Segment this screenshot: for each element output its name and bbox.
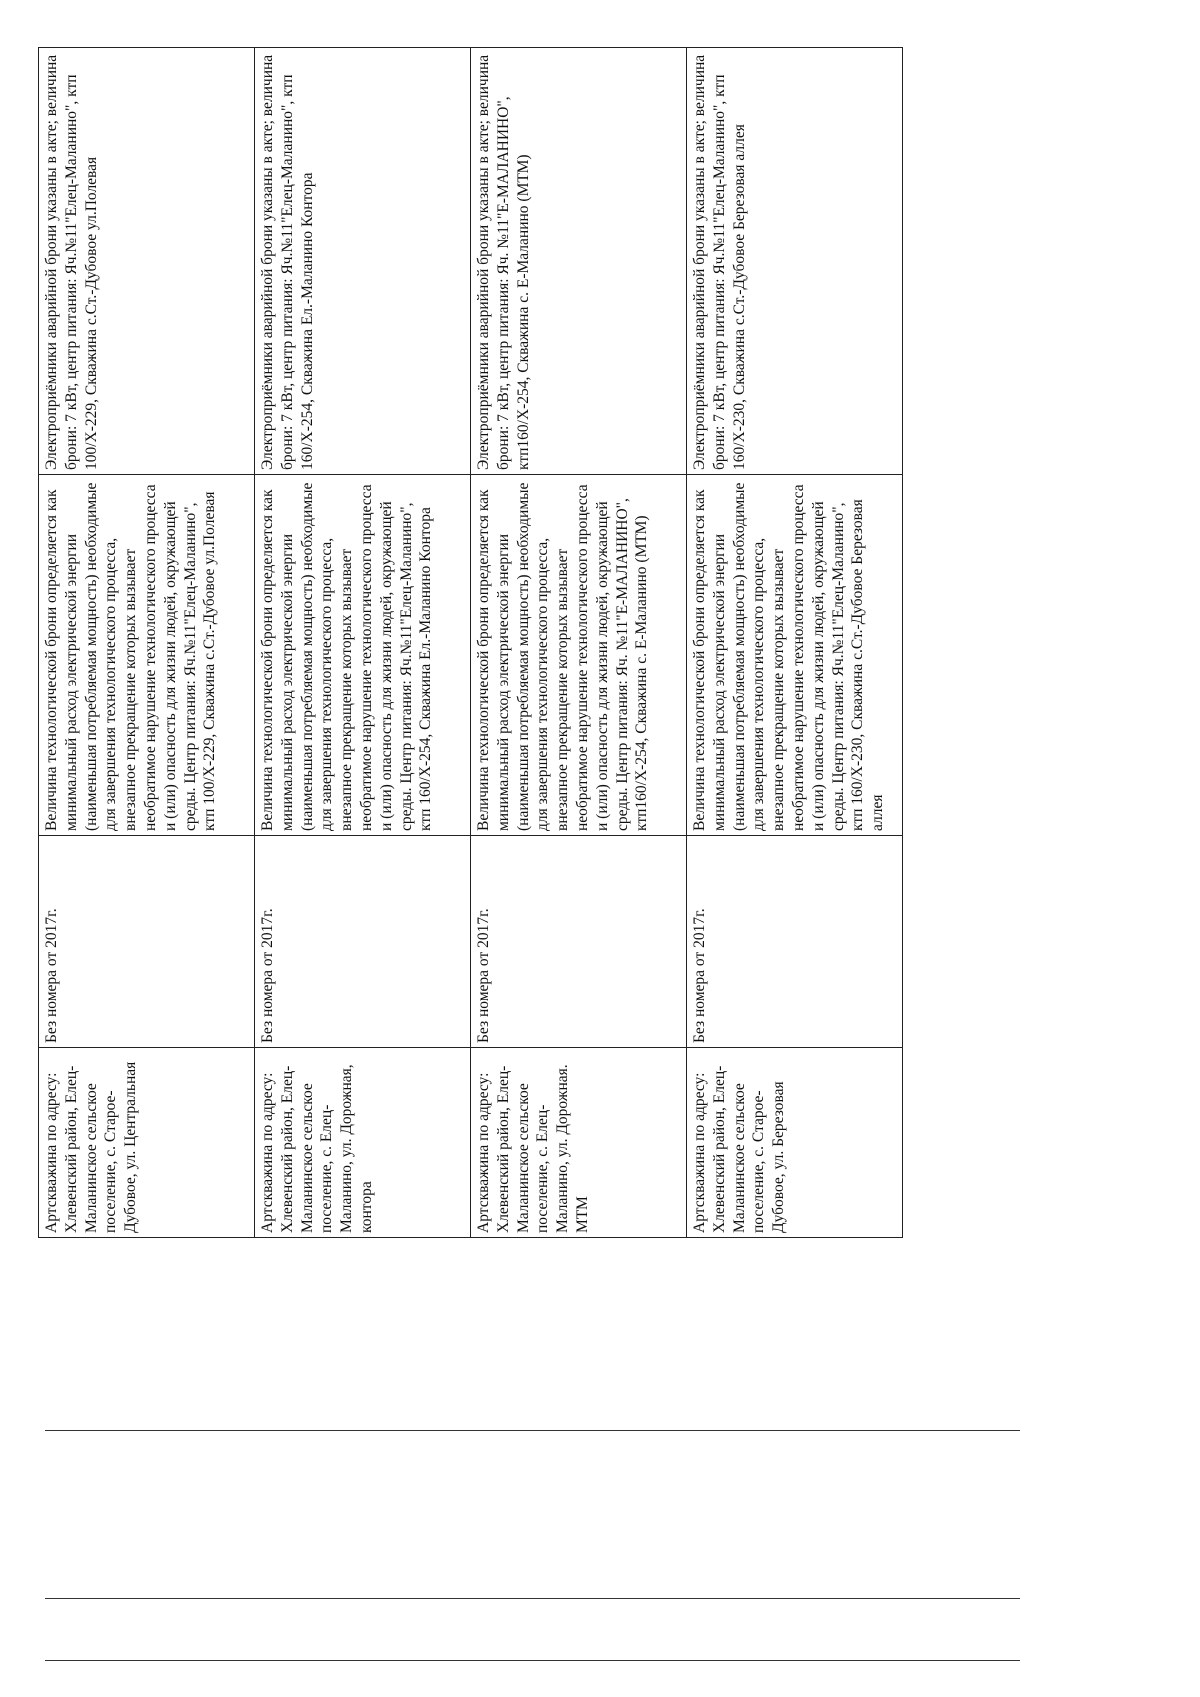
cell-act: Без номера от 2017г. bbox=[39, 836, 255, 1048]
cell-tech-reserve: Величина технологической брони определяется как минимальный расход электрической энергии (наименьшая потребляемая мощность) необходимые для завершения технологического процесса, внезапное прекращение которых вызывает необратимое нарушение технологического процесса и (или) опасность для жизни людей, окружающей среды. Центр питания: Яч. №11"Е-МАЛАНИНО", ктп160/Х-254, Скважина с. Е-Маланино (МТМ) bbox=[471, 475, 687, 836]
cell-address: Артскважина по адресу: Хлевенский район, Елец-Маланинское сельское поселение, с. Старое-Дубовое, ул. Центральная bbox=[39, 1048, 255, 1238]
horizontal-rule bbox=[45, 1598, 1020, 1599]
cell-address: Артскважина по адресу: Хлевенский район, Елец-Маланинское сельское поселение, с. Старое-Дубовое, ул. Березовая bbox=[687, 1048, 903, 1238]
cell-emergency-reserve: Электроприёмники аварийной брони указаны в акте; величина брони: 7 кВт, центр питания: Яч.№11"Елец-Маланино", ктп 100/Х-229, Скважина с.Ст.-Дубовое ул.Полевая bbox=[39, 48, 255, 475]
cell-act: Без номера от 2017г. bbox=[471, 836, 687, 1048]
cell-tech-reserve: Величина технологической брони определяется как минимальный расход электрической энергии (наименьшая потребляемая мощность) необходимые для завершения технологического процесса, внезапное прекращение которых вызывает необратимое нарушение технологического процесса и (или) опасность для жизни людей, окружающей среды. Центр питания: Яч.№11"Елец-Маланино", ктп 160/Х-230, Скважина с.Ст.-Дубовое Березовая аллея bbox=[687, 475, 903, 836]
cell-tech-reserve: Величина технологической брони определяется как минимальный расход электрической энергии (наименьшая потребляемая мощность) необходимые для завершения технологического процесса, внезапное прекращение которых вызывает необратимое нарушение технологического процесса и (или) опасность для жизни людей, окружающей среды. Центр питания: Яч.№11"Елец-Маланино", ктп 100/Х-229, Скважина с.Ст.-Дубовое ул.Полевая bbox=[39, 475, 255, 836]
table-row bbox=[39, 48, 255, 1238]
horizontal-rule bbox=[45, 1660, 1020, 1661]
cell-act: Без номера от 2017г. bbox=[255, 836, 471, 1048]
table-row bbox=[471, 48, 687, 1238]
horizontal-rule bbox=[45, 1430, 1020, 1431]
table-row bbox=[255, 48, 471, 1238]
cell-tech-reserve: Величина технологической брони определяется как минимальный расход электрической энергии (наименьшая потребляемая мощность) необходимые для завершения технологического процесса, внезапное прекращение которых вызывает необратимое нарушение технологического процесса и (или) опасность для жизни людей, окружающей среды. Центр питания: Яч.№11"Елец-Маланино", ктп 160/Х-254, Скважина Ел.-Маланино Контора bbox=[255, 475, 471, 836]
cell-emergency-reserve: Электроприёмники аварийной брони указаны в акте; величина брони: 7 кВт, центр питания: Яч. №11"Е-МАЛАНИНО", ктп160/Х-254, Скважина с. Е-Маланино (МТМ) bbox=[471, 48, 687, 475]
cell-emergency-reserve: Электроприёмники аварийной брони указаны в акте; величина брони: 7 кВт, центр питания: Яч.№11"Елец-Маланино", ктп 160/Х-254, Скважина Ел.-Маланино Контора bbox=[255, 48, 471, 475]
table-row bbox=[687, 48, 903, 1238]
cell-address: Артскважина по адресу: Хлевенский район, Елец-Маланинское сельское поселение, с. Елец-Маланино, ул. Дорожная. МТМ bbox=[471, 1048, 687, 1238]
rotated-table-region bbox=[38, 48, 902, 1238]
cell-emergency-reserve: Электроприёмники аварийной брони указаны в акте; величина брони: 7 кВт, центр питания: Яч.№11"Елец-Маланино", ктп 160/Х-230, Скважина с.Ст.-Дубовое Березовая аллея bbox=[687, 48, 903, 475]
cell-address: Артскважина по адресу: Хлевенский район, Елец-Маланинское сельское поселение, с. Елец-Маланино, ул. Дорожная, контора bbox=[255, 1048, 471, 1238]
cell-act: Без номера от 2017г. bbox=[687, 836, 903, 1048]
power-reserve-table bbox=[38, 47, 903, 1238]
